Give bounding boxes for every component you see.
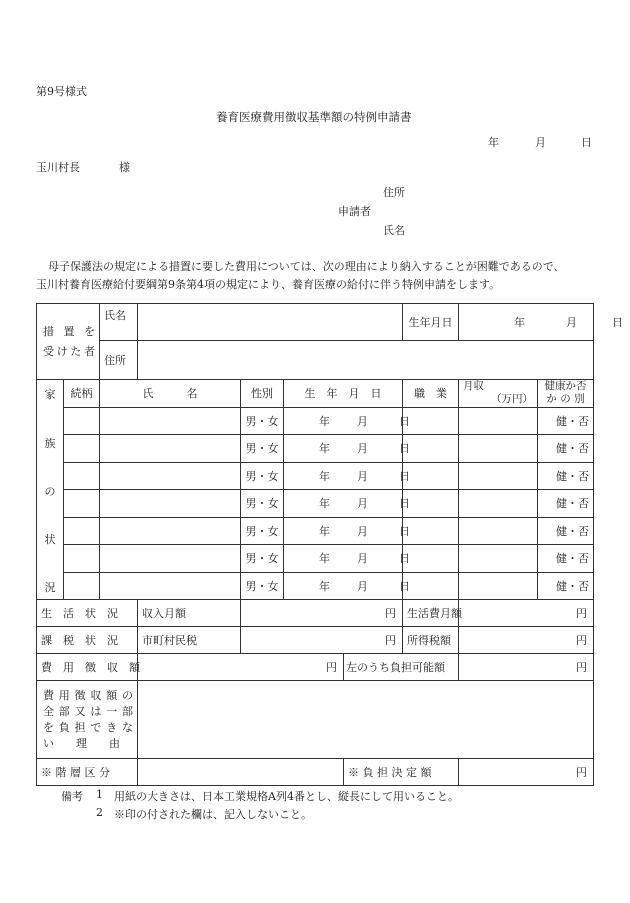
family-income-field[interactable] xyxy=(459,435,538,463)
family-health-choice[interactable]: 健・否 xyxy=(538,517,594,545)
subject-label xyxy=(37,304,100,380)
subject-label-line2: 受けた者 xyxy=(43,344,95,358)
family-label-char-1: 家 xyxy=(44,388,56,401)
income-amount-label: 収入月額 xyxy=(138,600,241,627)
family-birth-year: 年 xyxy=(319,579,330,593)
date-month-label: 月 xyxy=(535,136,546,149)
form-number: 第9号様式 xyxy=(36,85,87,98)
application-form-table xyxy=(36,303,623,786)
family-income-field[interactable] xyxy=(459,545,538,573)
family-header-birth: 生 年 月 日 xyxy=(284,380,403,408)
family-header-health-line2: か の 別 xyxy=(546,393,585,406)
family-name-field[interactable] xyxy=(100,462,241,490)
subject-birth-field[interactable] xyxy=(459,304,623,341)
family-row xyxy=(37,545,594,573)
family-birth-field[interactable] xyxy=(284,435,410,463)
family-birth-day: 日 xyxy=(399,414,410,428)
family-health-choice[interactable]: 健・否 xyxy=(538,407,594,435)
family-header-income xyxy=(459,380,538,408)
reason-label-line3: を負担できな xyxy=(43,720,133,734)
family-occupation-field[interactable] xyxy=(403,517,459,545)
family-label-char-5: 況 xyxy=(44,581,56,594)
family-header-sex: 性別 xyxy=(241,380,284,408)
family-birth-month: 月 xyxy=(357,524,368,538)
family-name-field[interactable] xyxy=(100,545,241,573)
family-birth-year: 年 xyxy=(319,524,330,538)
family-birth-day: 日 xyxy=(399,469,410,483)
family-sex-choice[interactable]: 男・女 xyxy=(241,545,284,573)
subject-address-label: 住所 xyxy=(100,341,138,380)
living-cost-label: 生活費月額 xyxy=(403,600,459,627)
family-sex-choice[interactable]: 男・女 xyxy=(241,462,284,490)
subject-label-line1: 措 置 を xyxy=(43,324,95,338)
subject-birth-year: 年 xyxy=(514,316,525,329)
reason-label xyxy=(37,681,138,759)
family-birth-year: 年 xyxy=(319,414,330,428)
family-health-choice[interactable]: 健・否 xyxy=(538,435,594,463)
family-income-field[interactable] xyxy=(459,462,538,490)
family-header-health-line1: 健康か否 xyxy=(544,380,587,393)
family-birth-field[interactable] xyxy=(284,517,410,545)
family-header-relation: 続柄 xyxy=(64,380,100,408)
family-sex-choice[interactable]: 男・女 xyxy=(241,435,284,463)
family-birth-day: 日 xyxy=(399,442,410,456)
family-birth-field[interactable] xyxy=(284,545,410,573)
family-health-choice[interactable]: 健・否 xyxy=(538,490,594,518)
intro-line-1: 母子保護法の規定による措置に要した費用については、次の理由により納入することが困難であるので、 xyxy=(48,260,565,273)
payable-portion-field[interactable]: 円 xyxy=(459,654,594,681)
date-day-label: 日 xyxy=(581,136,592,149)
family-relation-field[interactable] xyxy=(64,435,100,463)
subject-address-field[interactable] xyxy=(138,341,594,380)
subject-birth-label: 生年月日 xyxy=(403,304,459,341)
family-relation-field[interactable] xyxy=(64,490,100,518)
family-health-choice[interactable]: 健・否 xyxy=(538,545,594,573)
family-relation-field[interactable] xyxy=(64,517,100,545)
family-birth-year: 年 xyxy=(319,497,330,511)
subject-birth-day: 日 xyxy=(612,316,623,329)
family-birth-month: 月 xyxy=(357,579,368,593)
note-2-text: ※印の付された欄は、記入しないこと。 xyxy=(114,808,312,821)
applicant-name-label: 氏名 xyxy=(383,224,405,237)
family-birth-field[interactable] xyxy=(284,572,410,600)
family-occupation-field[interactable] xyxy=(403,545,459,573)
family-name-field[interactable] xyxy=(100,435,241,463)
date-year-label: 年 xyxy=(488,136,499,149)
municipal-tax-field[interactable]: 円 xyxy=(241,627,403,654)
living-status-label: 生 活 状 況 xyxy=(37,600,138,627)
family-label-char-3: の xyxy=(44,485,56,498)
family-birth-month: 月 xyxy=(357,497,368,511)
page-title: 養育医療費用徴収基準額の特例申請書 xyxy=(216,110,412,124)
family-sex-choice[interactable]: 男・女 xyxy=(241,572,284,600)
reason-field[interactable] xyxy=(138,681,594,759)
family-birth-day: 日 xyxy=(399,579,410,593)
note-1-number: 1 xyxy=(96,788,103,801)
family-name-field[interactable] xyxy=(100,517,241,545)
municipal-tax-label: 市町村民税 xyxy=(138,627,241,654)
family-sex-choice[interactable]: 男・女 xyxy=(241,490,284,518)
family-row xyxy=(37,517,594,545)
family-row xyxy=(37,572,594,600)
family-row xyxy=(37,490,594,518)
family-birth-year: 年 xyxy=(319,442,330,456)
family-health-choice[interactable]: 健・否 xyxy=(538,572,594,600)
family-relation-field[interactable] xyxy=(64,462,100,490)
intro-line-2: 玉川村養育医療給付要綱第9条第4項の規定により、養育医療の給付に伴う特例申請をします。 xyxy=(36,278,501,291)
family-label-char-2: 族 xyxy=(44,437,56,450)
family-birth-month: 月 xyxy=(357,414,368,428)
family-income-field[interactable] xyxy=(459,490,538,518)
note-1-text: 用紙の大きさは、日本工業規格A列4番とし、縦長にして用いること。 xyxy=(114,790,459,803)
tax-status-label: 課 税 状 況 xyxy=(37,627,138,654)
decided-amount-field: 円 xyxy=(459,759,594,786)
family-name-field[interactable] xyxy=(100,490,241,518)
decided-amount-label: ※ 負 担 決 定 額 xyxy=(344,759,459,786)
note-2-number: 2 xyxy=(96,806,103,819)
family-birth-field[interactable] xyxy=(284,407,410,435)
family-occupation-field[interactable] xyxy=(403,435,459,463)
payable-portion-label: 左のうち負担可能額 xyxy=(344,654,459,681)
family-label xyxy=(37,380,64,600)
family-sex-choice[interactable]: 男・女 xyxy=(241,517,284,545)
addressee: 玉川村長 xyxy=(36,161,80,174)
income-tax-field[interactable]: 円 xyxy=(459,627,594,654)
family-birth-month: 月 xyxy=(357,552,368,566)
cost-collection-label: 費 用 徴 収 額 xyxy=(37,654,138,681)
family-birth-day: 日 xyxy=(399,552,410,566)
family-birth-field[interactable] xyxy=(284,490,410,518)
family-occupation-field[interactable] xyxy=(403,490,459,518)
family-sex-choice[interactable]: 男・女 xyxy=(241,407,284,435)
family-row xyxy=(37,462,594,490)
family-birth-year: 年 xyxy=(319,552,330,566)
family-birth-day: 日 xyxy=(399,497,410,511)
family-birth-day: 日 xyxy=(399,524,410,538)
family-header-name: 氏 名 xyxy=(100,380,241,408)
family-name-field[interactable] xyxy=(100,572,241,600)
family-header-health xyxy=(538,380,594,408)
reason-label-line1: 費用徴収額の xyxy=(43,688,133,702)
tier-label: ※ 階 層 区 分 xyxy=(37,759,138,786)
family-label-char-4: 状 xyxy=(44,533,56,546)
family-relation-field[interactable] xyxy=(64,407,100,435)
subject-name-label: 氏名 xyxy=(100,304,138,341)
reason-label-line2: 全部又は一部 xyxy=(43,704,133,718)
subject-name-field[interactable] xyxy=(138,304,403,341)
applicant-label: 申請者 xyxy=(338,205,371,218)
family-birth-month: 月 xyxy=(357,469,368,483)
notes-label: 備考 xyxy=(61,790,83,803)
tier-field xyxy=(138,759,344,786)
family-birth-month: 月 xyxy=(357,442,368,456)
cost-collection-field[interactable]: 円 xyxy=(138,654,344,681)
family-header-income-line1: 月収 xyxy=(463,380,484,393)
family-birth-year: 年 xyxy=(319,469,330,483)
family-name-field[interactable] xyxy=(100,407,241,435)
family-occupation-field[interactable] xyxy=(403,572,459,600)
family-relation-field[interactable] xyxy=(64,545,100,573)
living-cost-field[interactable]: 円 xyxy=(459,600,594,627)
family-occupation-field[interactable] xyxy=(403,407,459,435)
family-row xyxy=(37,435,594,463)
family-income-field[interactable] xyxy=(459,517,538,545)
family-header-income-line2: （万円） xyxy=(491,393,533,406)
income-tax-label: 所得税額 xyxy=(403,627,459,654)
family-row xyxy=(37,407,594,435)
applicant-address-label: 住所 xyxy=(383,186,405,199)
family-income-field[interactable] xyxy=(459,407,538,435)
addressee-honorific: 様 xyxy=(119,161,130,174)
family-birth-field[interactable] xyxy=(284,462,410,490)
family-health-choice[interactable]: 健・否 xyxy=(538,462,594,490)
income-amount-field[interactable]: 円 xyxy=(241,600,403,627)
reason-label-line4: い 理 由 xyxy=(43,736,120,750)
family-header-occupation: 職 業 xyxy=(403,380,459,408)
family-relation-field[interactable] xyxy=(64,572,100,600)
family-occupation-field[interactable] xyxy=(403,462,459,490)
family-income-field[interactable] xyxy=(459,572,538,600)
subject-birth-month: 月 xyxy=(566,316,577,329)
